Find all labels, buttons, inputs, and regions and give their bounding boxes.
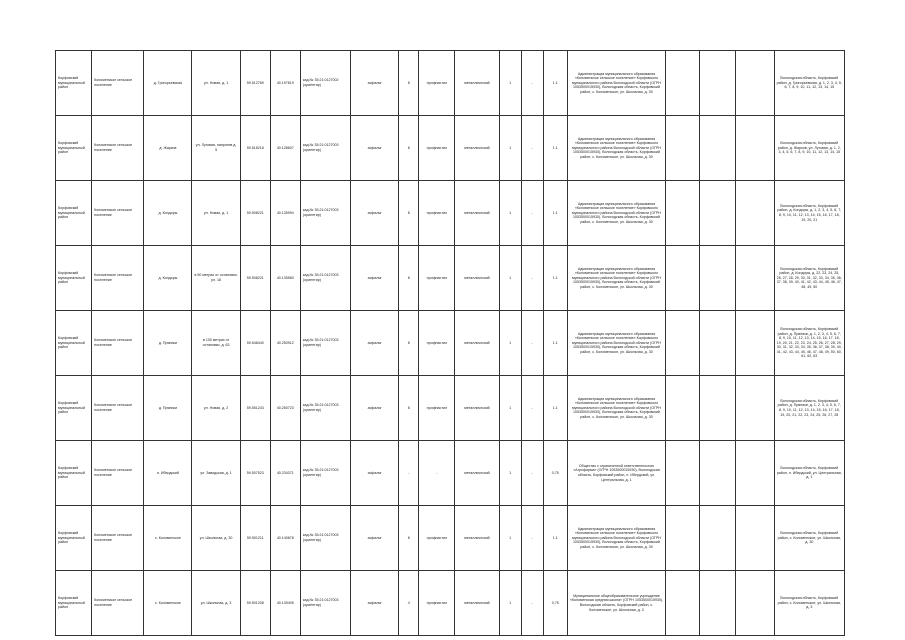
- cell-lat: 59.507523: [240, 441, 270, 506]
- cell-volume: 1.1: [543, 376, 567, 441]
- cell-area: 8: [399, 506, 419, 571]
- cell-area: 8: [399, 311, 419, 376]
- cell-locality: д. Пряники: [144, 376, 192, 441]
- cell-cadastral: кад.№ 35:21:0127003 (ориентир): [300, 376, 350, 441]
- cell-cover: профнастил: [419, 376, 455, 441]
- cell-blank1: [666, 246, 700, 311]
- cell-container-type: металлический: [455, 506, 499, 571]
- cell-volume-extra: -: [521, 376, 543, 441]
- cell-sources: Вологодская область, Корфовский район, д. Пряники, д. 1, 2, 3, 4, 5, 6, 7, 8, 9, 10, 11, 12, 13, 14, 15, 16, 17, 18, 19, 20, 21, 22, 23, 24, 25, 26, 27, 28, 29, 30, 31, 32, 33, 34, 35, 36, 37, 38, 39, 40, 41, 42, 43, 44, 45, 46, 47, 48, 49, 50, 60, 61, 62, 63: [774, 311, 844, 376]
- cell-district: Корфовский муниципальный район: [56, 376, 92, 441]
- cell-volume: 1.1: [543, 506, 567, 571]
- cell-lat: 59.508221: [240, 246, 270, 311]
- cell-cover: профнастил: [419, 181, 455, 246]
- cell-blank3: [736, 51, 774, 116]
- cell-blank3: [736, 311, 774, 376]
- cell-count: 1: [499, 181, 521, 246]
- cell-blank3: [736, 506, 774, 571]
- cell-lat: 59.551243: [240, 376, 270, 441]
- cell-blank2: [700, 311, 736, 376]
- cell-container-type: металлический: [455, 441, 499, 506]
- cell-container-type: металлический: [455, 116, 499, 181]
- cell-blank3: [736, 441, 774, 506]
- cell-settlement: Коломенское сельское поселение: [92, 311, 144, 376]
- cell-surface: асфальт: [351, 376, 399, 441]
- cell-blank1: [666, 116, 700, 181]
- cell-area: 8: [399, 116, 419, 181]
- cell-surface: асфальт: [351, 311, 399, 376]
- cell-count: 1: [499, 571, 521, 636]
- cell-locality: с. Коломенское: [144, 571, 192, 636]
- cell-count: 1: [499, 116, 521, 181]
- cell-district: Корфовский муниципальный район: [56, 311, 92, 376]
- cell-blank2: [700, 506, 736, 571]
- table-row: [56, 506, 845, 571]
- cell-lon: 40.128607: [270, 116, 300, 181]
- cell-blank1: [666, 571, 700, 636]
- cell-settlement: Коломенское сельское поселение: [92, 51, 144, 116]
- cell-surface: асфальт: [351, 506, 399, 571]
- cell-blank3: [736, 116, 774, 181]
- cell-sources: Вологодская область, Корфовский район, д. Жарков, ул. Луговая, д. 1, 2, 3, 4, 5, 6, 7, 8, 9, 10, 11, 12, 13, 14, 15: [774, 116, 844, 181]
- cell-cover: профнастил: [419, 571, 455, 636]
- cell-blank2: [700, 571, 736, 636]
- cell-sources: Вологодская область, Корфовский район, с. Коломенское, ул. Школьная, д. 3: [774, 571, 844, 636]
- cell-settlement: Коломенское сельское поселение: [92, 246, 144, 311]
- cell-cadastral: кад.№ 35:21:0127003 (ориентир): [300, 311, 350, 376]
- cell-volume-extra: -: [521, 571, 543, 636]
- cell-blank2: [700, 51, 736, 116]
- cell-volume: 1.1: [543, 51, 567, 116]
- cell-volume-extra: -: [521, 246, 543, 311]
- cell-owner: Администрация муниципального образования «Коломенское сельское поселение» Корфовского муниципального района Вологодской области (ОГРН 1053500015930), Вологодская область, Корфовский район, с. Коломенское, ул. Школьная, д. 30: [567, 246, 665, 311]
- cell-surface: асфальт: [351, 116, 399, 181]
- cell-blank2: [700, 376, 736, 441]
- cell-lat: 59.518218: [240, 116, 270, 181]
- cell-street: ул. Новая, д. 2: [192, 376, 240, 441]
- cell-cover: профнастил: [419, 311, 455, 376]
- cell-district: Корфовский муниципальный район: [56, 246, 92, 311]
- cell-street: в 50 метрах от остановки, ул. 18: [192, 246, 240, 311]
- cell-lat: 59.548440: [240, 311, 270, 376]
- cell-settlement: Коломенское сельское поселение: [92, 376, 144, 441]
- cell-district: Корфовский муниципальный район: [56, 181, 92, 246]
- cell-volume: 1.1: [543, 246, 567, 311]
- cell-volume-extra: -: [521, 116, 543, 181]
- cell-blank3: [736, 246, 774, 311]
- cell-blank1: [666, 441, 700, 506]
- cell-count: 1: [499, 506, 521, 571]
- cell-container-type: металлический: [455, 51, 499, 116]
- table-row: [56, 246, 845, 311]
- cell-lon: 40.139405: [270, 571, 300, 636]
- cell-locality: п. Ибердский: [144, 441, 192, 506]
- cell-sources: Вологодская область, Корфовский район, д. Пряники, д. 1, 2, 3, 4, 5, 6, 7, 8, 9, 10, 11, 12, 13, 14, 15, 16, 17, 18, 19, 20, 21, 22, 23, 24, 25, 26, 27, 28: [774, 376, 844, 441]
- cell-lon: 40.135560: [270, 246, 300, 311]
- cell-volume-extra: -: [521, 311, 543, 376]
- cell-volume: 0,75: [543, 571, 567, 636]
- cell-surface: асфальт: [351, 571, 399, 636]
- cell-settlement: Коломенское сельское поселение: [92, 181, 144, 246]
- cell-container-type: металлический: [455, 376, 499, 441]
- cell-cadastral: кад.№ 35:21:0127003 (ориентир): [300, 506, 350, 571]
- cell-surface: асфальт: [351, 441, 399, 506]
- cell-area: 8: [399, 51, 419, 116]
- table-row: [56, 116, 845, 181]
- cell-owner: Администрация муниципального образования «Коломенское сельское поселение» Корфовского муниципального района Вологодской области (ОГРН 1053500015930), Вологодская область, Корфовский район, с. Коломенское, ул. Школьная, д. 30: [567, 51, 665, 116]
- cell-owner: Администрация муниципального образования «Коломенское сельское поселение» Корфовского муниципального района Вологодской области (ОГРН 1053500015930), Вологодская область, Корфовский район, с. Коломенское, ул. Школьная, д. 30: [567, 116, 665, 181]
- cell-blank2: [700, 181, 736, 246]
- cell-street: ул. Новая, д. 1: [192, 51, 240, 116]
- cell-lat: 59.508221: [240, 181, 270, 246]
- cell-count: 1: [499, 246, 521, 311]
- cell-lon: 40.250912: [270, 311, 300, 376]
- cell-cadastral: кад.№ 35:21:0127003 (ориентир): [300, 246, 350, 311]
- cell-lon: 40.135994: [270, 181, 300, 246]
- cell-locality: д. Пряники: [144, 311, 192, 376]
- cell-owner: Муниципальное общеобразовательное учреждение «Коломенская средняя школа» (ОГРН 1053500015930), Вологодская область, Корфовский район, с. Коломенское, ул. Школьная, д. 3: [567, 571, 665, 636]
- table-row: [56, 311, 845, 376]
- cell-street: ул. Заводская, д. 1: [192, 441, 240, 506]
- cell-count: 1: [499, 311, 521, 376]
- cell-volume: 1.1: [543, 311, 567, 376]
- cell-container-type: металлический: [455, 246, 499, 311]
- cell-surface: асфальт: [351, 181, 399, 246]
- cell-sources: Вологодская область, Корфовский район, с. Коломенское, ул. Школьная, д. 30: [774, 506, 844, 571]
- table-row: [56, 51, 845, 116]
- cell-sources: Вологодская область, Корфовский район, д. Кондоры, д. 22, 23, 24, 25, 26, 27, 28, 29, 30, 31, 32, 33, 34, 35, 36, 37, 38, 39, 40, 41, 42, 43, 44, 45, 46, 47, 48, 49, 50: [774, 246, 844, 311]
- cell-district: Корфовский муниципальный район: [56, 116, 92, 181]
- cell-count: 1: [499, 51, 521, 116]
- cell-blank1: [666, 376, 700, 441]
- cell-cadastral: кад.№ 35:21:0127003 (ориентир): [300, 571, 350, 636]
- table-row: [56, 376, 845, 441]
- cell-street: в 100 метрах от остановки, д. 63: [192, 311, 240, 376]
- cell-cadastral: кад.№ 35:21:0127003 (ориентир): [300, 116, 350, 181]
- cell-volume-extra: -: [521, 51, 543, 116]
- cell-cadastral: кад.№ 35:21:0127002 (ориентир): [300, 51, 350, 116]
- cell-cadastral: кад.№ 35:21:0127003 (ориентир): [300, 181, 350, 246]
- cell-cover: профнастил: [419, 51, 455, 116]
- cell-area: 4: [399, 571, 419, 636]
- cell-street: ул. Школьная, д. 30: [192, 506, 240, 571]
- cell-volume-extra: -: [521, 181, 543, 246]
- cell-cadastral: кад.№ 35:21:0127003 (ориентир): [300, 441, 350, 506]
- cell-blank2: [700, 246, 736, 311]
- cell-owner: Администрация муниципального образования «Коломенское сельское поселение» Корфовского муниципального района Вологодской области (ОГРН 1053500015930), Вологодская область, Корфовский район, с. Коломенское, ул. Школьная, д. 30: [567, 311, 665, 376]
- cell-blank2: [700, 441, 736, 506]
- cell-sources: Вологодская область, Корфовский район, д. Григорьевская, д. 1, 2, 3, 4, 5, 6, 7, 8, 9, 10, 11, 12, 13, 14, 15: [774, 51, 844, 116]
- cell-surface: асфальт: [351, 246, 399, 311]
- cell-sources: Вологодская область, Корфовский район, п. Ибердский, ул. Центральная, д. 1: [774, 441, 844, 506]
- cell-container-type: металлический: [455, 181, 499, 246]
- cell-area: 8: [399, 376, 419, 441]
- cell-lat: 59.501211: [240, 506, 270, 571]
- cell-locality: д. Жарков: [144, 116, 192, 181]
- cell-owner: Администрация муниципального образования «Коломенское сельское поселение» Корфовского муниципального района Вологодской области (ОГРН 1053500015930), Вологодская область, Корфовский район, с. Коломенское, ул. Школьная, д. 30: [567, 181, 665, 246]
- cell-blank1: [666, 506, 700, 571]
- cell-street: ул. Новая, д. 1: [192, 181, 240, 246]
- table-row: [56, 441, 845, 506]
- cell-area: -: [399, 441, 419, 506]
- table-row: [56, 181, 845, 246]
- cell-owner: Общество с ограниченной ответственностью «Агрофирма» (ОГРН 1053500015930), Вологодская область, Корфовский район, п. Ибердский, ул. Центральная, д. 1: [567, 441, 665, 506]
- cell-lon: 40.197619: [270, 51, 300, 116]
- cell-street: ул. Луговая, напротив д. 5: [192, 116, 240, 181]
- cell-volume: 1.1: [543, 116, 567, 181]
- registry-table: [55, 50, 845, 636]
- cell-cover: профнастил: [419, 506, 455, 571]
- cell-street: ул. Школьная, д. 3: [192, 571, 240, 636]
- cell-blank3: [736, 571, 774, 636]
- cell-district: Корфовский муниципальный район: [56, 571, 92, 636]
- cell-district: Корфовский муниципальный район: [56, 506, 92, 571]
- cell-lat: 59.501208: [240, 571, 270, 636]
- cell-volume-extra: -: [521, 441, 543, 506]
- cell-settlement: Коломенское сельское поселение: [92, 571, 144, 636]
- cell-volume: 1.1: [543, 181, 567, 246]
- cell-volume-extra: -: [521, 506, 543, 571]
- cell-locality: д. Кондоры: [144, 181, 192, 246]
- cell-container-type: металлический: [455, 571, 499, 636]
- cell-area: 8: [399, 181, 419, 246]
- cell-settlement: Коломенское сельское поселение: [92, 441, 144, 506]
- cell-cover: -: [419, 441, 455, 506]
- cell-lat: 59.512769: [240, 51, 270, 116]
- cell-blank1: [666, 51, 700, 116]
- cell-count: 1: [499, 441, 521, 506]
- cell-blank2: [700, 116, 736, 181]
- cell-cover: профнастил: [419, 116, 455, 181]
- cell-locality: д. Григорьевская: [144, 51, 192, 116]
- cell-count: 1: [499, 376, 521, 441]
- cell-surface: асфальт: [351, 51, 399, 116]
- cell-container-type: металлический: [455, 311, 499, 376]
- cell-owner: Администрация муниципального образования «Коломенское сельское поселение» Корфовского муниципального района Вологодской области (ОГРН 1053500015930), Вологодская область, Корфовский район, с. Коломенское, ул. Школьная, д. 30: [567, 376, 665, 441]
- cell-district: Корфовский муниципальный район: [56, 51, 92, 116]
- table-body: [56, 51, 845, 636]
- table-row: [56, 571, 845, 636]
- cell-blank3: [736, 376, 774, 441]
- cell-settlement: Коломенское сельское поселение: [92, 116, 144, 181]
- cell-settlement: Коломенское сельское поселение: [92, 506, 144, 571]
- cell-lon: 40.250723: [270, 376, 300, 441]
- cell-blank1: [666, 181, 700, 246]
- cell-lon: 40.140878: [270, 506, 300, 571]
- cell-locality: д. Кондоры: [144, 246, 192, 311]
- cell-cover: профнастил: [419, 246, 455, 311]
- cell-volume: 0,75: [543, 441, 567, 506]
- cell-locality: с. Коломенское: [144, 506, 192, 571]
- cell-lon: 40.234371: [270, 441, 300, 506]
- cell-blank1: [666, 311, 700, 376]
- cell-owner: Администрация муниципального образования «Коломенское сельское поселение» Корфовского муниципального района Вологодской области (ОГРН 1053500015930), Вологодская область, Корфовский район, с. Коломенское, ул. Школьная, д. 30: [567, 506, 665, 571]
- cell-sources: Вологодская область, Корфовский район, д. Кондоры, д. 1, 2, 3, 4, 5, 6, 7, 8, 9, 10, 11, 12, 13, 14, 15, 16, 17, 18, 19, 20, 21: [774, 181, 844, 246]
- cell-district: Корфовский муниципальный район: [56, 441, 92, 506]
- cell-blank3: [736, 181, 774, 246]
- cell-area: 8: [399, 246, 419, 311]
